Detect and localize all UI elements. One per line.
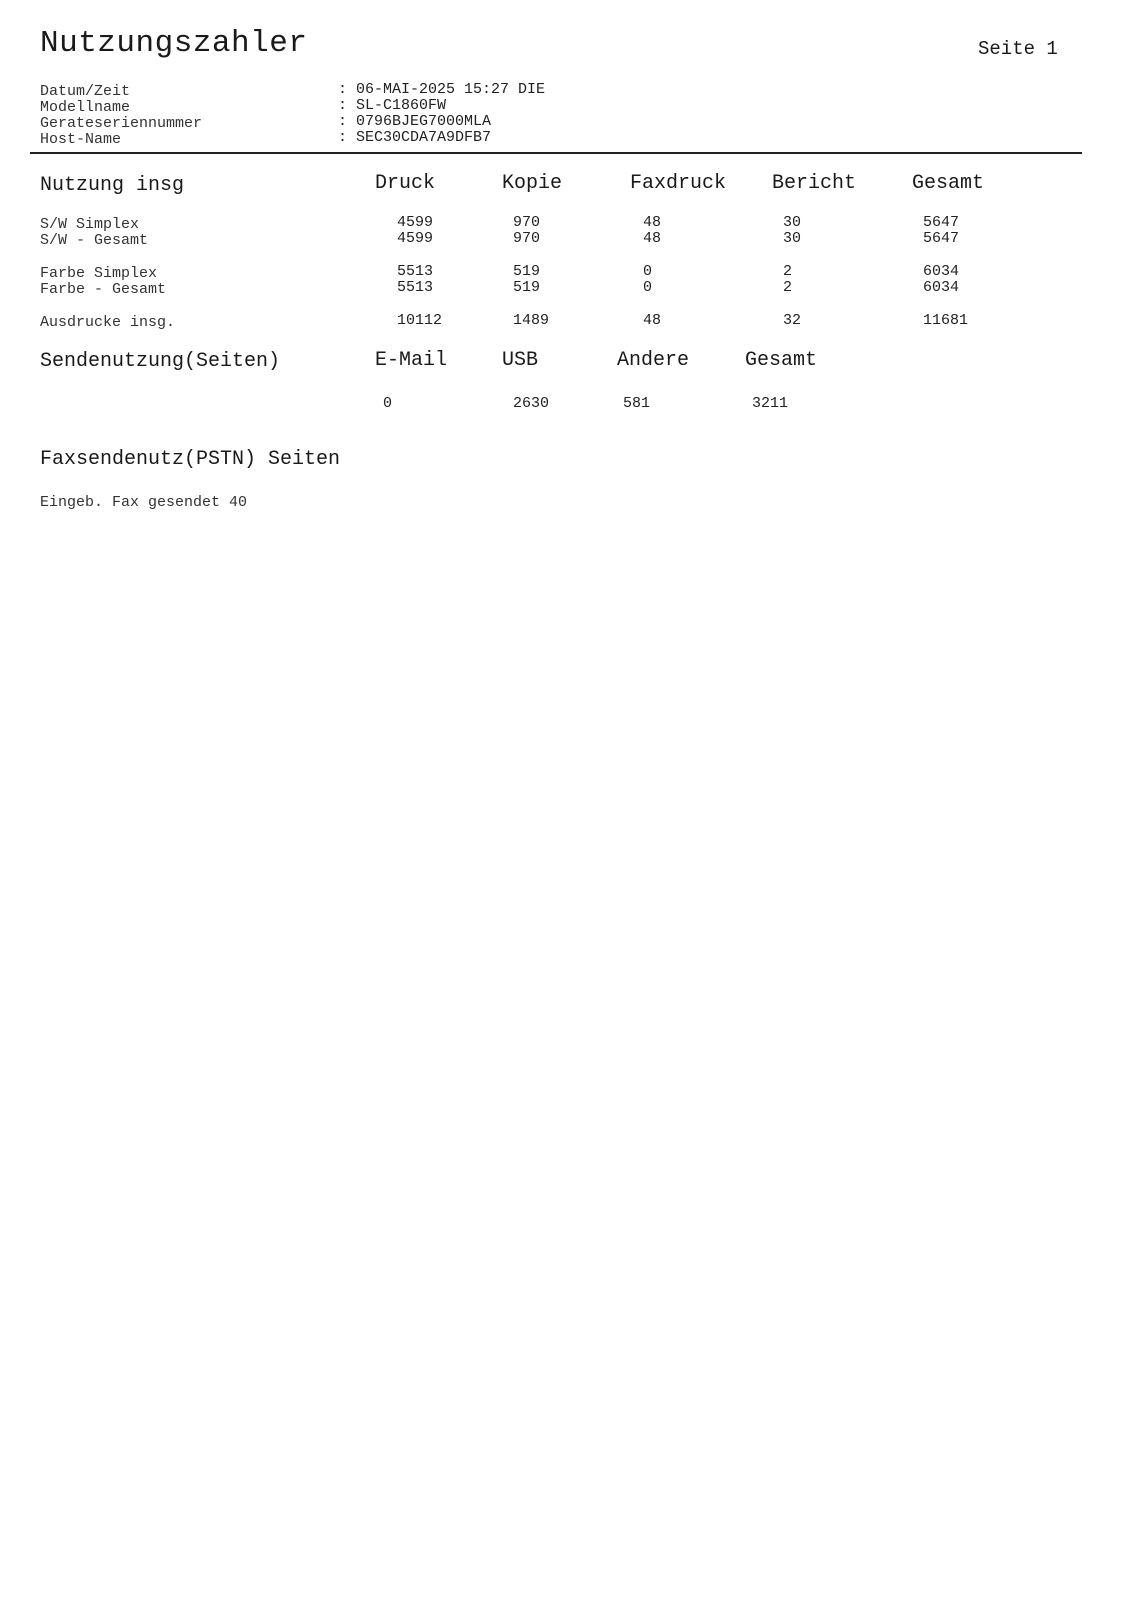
table-cell: 5513 [397, 263, 434, 280]
table-cell: 5513 [397, 279, 434, 296]
row-label: Ausdrucke insg. [40, 314, 176, 331]
fax-send-heading: Faxsendenutz(PSTN) Seiten [40, 448, 341, 471]
table-cell: 5647 [923, 230, 960, 247]
info-label-model: Modellname [40, 99, 131, 116]
table-cell: 2 [783, 279, 793, 296]
info-label-datetime: Datum/Zeit [40, 83, 131, 100]
col-print: Druck [375, 172, 436, 195]
table-cell: 581 [623, 395, 651, 412]
report-title: Nutzungszahler [40, 26, 308, 61]
table-cell: 30 [783, 230, 802, 247]
header-divider [30, 152, 1082, 154]
table-cell: 1489 [513, 312, 550, 329]
table-cell: 2630 [513, 395, 550, 412]
table-cell: 970 [513, 214, 541, 231]
usage-heading: Nutzung insg [40, 174, 185, 197]
col-copy: Kopie [502, 172, 563, 195]
row-label: S/W Simplex [40, 216, 140, 233]
col-send-total: Gesamt [745, 349, 818, 372]
table-cell: 0 [643, 263, 653, 280]
table-cell: 10112 [397, 312, 443, 329]
info-value-model: : SL-C1860FW [338, 97, 447, 114]
table-cell: 4599 [397, 214, 434, 231]
info-value-hostname: : SEC30CDA7A9DFB7 [338, 129, 492, 146]
col-other: Andere [617, 349, 690, 372]
table-cell: 0 [383, 395, 393, 412]
table-cell: 6034 [923, 263, 960, 280]
info-label-serial: Gerateseriennummer [40, 115, 203, 132]
table-cell: 30 [783, 214, 802, 231]
table-cell: 2 [783, 263, 793, 280]
info-label-hostname: Host-Name [40, 131, 122, 148]
row-label: S/W - Gesamt [40, 232, 149, 249]
page-number: Seite 1 [978, 38, 1058, 60]
col-email: E-Mail [375, 349, 448, 372]
info-value-serial: : 0796BJEG7000MLA [338, 113, 492, 130]
table-cell: 48 [643, 312, 662, 329]
row-label: Farbe Simplex [40, 265, 158, 282]
table-cell: 970 [513, 230, 541, 247]
table-cell: 48 [643, 230, 662, 247]
table-cell: 32 [783, 312, 802, 329]
info-value-datetime: : 06-MAI-2025 15:27 DIE [338, 81, 546, 98]
table-cell: 519 [513, 279, 541, 296]
col-usb: USB [502, 349, 539, 372]
table-cell: 6034 [923, 279, 960, 296]
col-report: Bericht [772, 172, 857, 195]
table-cell: 519 [513, 263, 541, 280]
col-faxprint: Faxdruck [630, 172, 727, 195]
send-usage-heading: Sendenutzung(Seiten) [40, 350, 281, 373]
table-cell: 11681 [923, 312, 969, 329]
col-total: Gesamt [912, 172, 985, 195]
table-cell: 3211 [752, 395, 789, 412]
table-cell: 4599 [397, 230, 434, 247]
row-label: Farbe - Gesamt [40, 281, 167, 298]
table-cell: 5647 [923, 214, 960, 231]
table-cell: 48 [643, 214, 662, 231]
table-cell: 0 [643, 279, 653, 296]
fax-sent-line: Eingeb. Fax gesendet 40 [40, 494, 248, 511]
